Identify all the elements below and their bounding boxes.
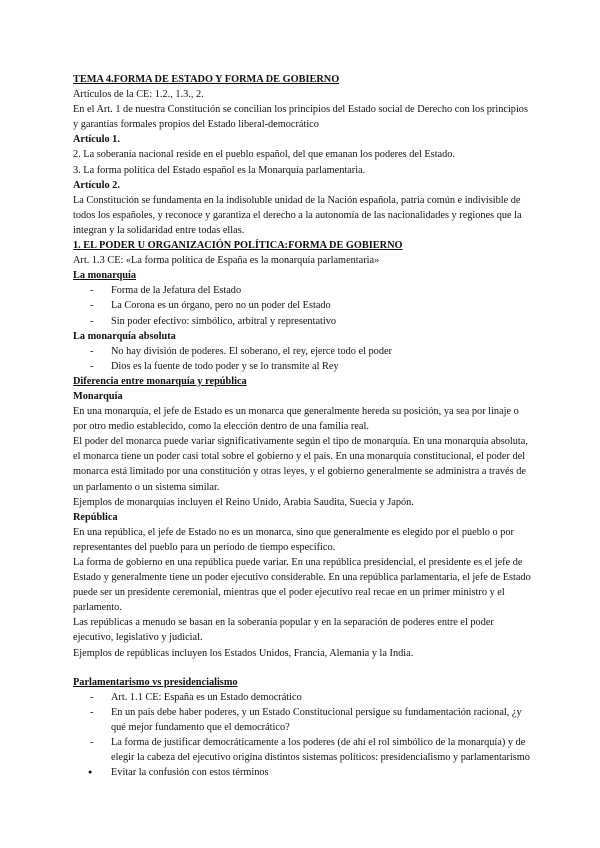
list-item: - La Corona es un órgano, pero no un poder del Estado <box>73 298 533 313</box>
absoluta-heading: La monarquía absoluta <box>73 330 176 342</box>
paragraph: Ejemplos de monarquías incluyen el Reino Unido, Arabia Saudita, Suecia y Japón. <box>73 496 414 508</box>
list-item: - No hay división de poderes. El soberano, el rey, ejerce todo el poder <box>73 344 533 359</box>
diferencia-heading: Diferencia entre monarquía y república <box>73 375 247 387</box>
list-item: - En un país debe haber poderes, y un Estado Constitucional persigue su fundamentación racional, ¿y qué mejor fundamento que el democrático? <box>73 705 533 735</box>
art2-paragraph: La Constitución se fundamenta en la indisoluble unidad de la Nación española, patria común e indivisible de todos los españoles, y reconoce y garantiza el derecho a la autonomía de las nacionalidades y regiones que la integran y la solidaridad entre todas ellas. <box>73 194 522 236</box>
list-item: - La forma de justificar democráticamente a los poderes (de ahí el rol simbólico de la monarquía) y de elegir la cabeza del ejecutivo origina distintos sistemas políticos: presidencialismo y parlamentarismo <box>73 735 533 765</box>
paragraph: Ejemplos de repúblicas incluyen los Estados Unidos, Francia, Alemania y la India. <box>73 647 414 659</box>
intro-paragraph: En el Art. 1 de nuestra Constitución se concilian los principios del Estado social de Derecho con los principios y garantías formales propios del Estado liberal-democrático <box>73 104 528 131</box>
section-heading-1: 1. EL PODER U ORGANIZACIÓN POLÍTICA:FORMA DE GOBIERNO <box>73 240 403 252</box>
art1-heading: Artículo 1. <box>73 134 120 146</box>
monarquia-heading: La monarquía <box>73 270 137 282</box>
paragraph: En una república, el jefe de Estado no es un monarca, sino que generalmente es elegido por el pueblo o por representantes del pueblo para un período de tiempo específico. <box>73 526 514 553</box>
document-page <box>73 72 533 780</box>
republica-subheading: República <box>73 511 118 523</box>
paragraph: El poder del monarca puede variar significativamente según el tipo de monarquía. En una monarquía absoluta, el monarca tiene un poder casi total sobre el gobierno y el país. En una monarquía constitucional, el poder del monarca está limitado por una constitución y otras leyes, y el gobierno generalmente se administra a través de un parlamento o un sistema similar. <box>73 436 528 493</box>
paragraph: Las repúblicas a menudo se basan en la soberanía popular y en la separación de poderes entre el poder ejecutivo, legislativo y judicial. <box>73 617 494 644</box>
list-item: - Sin poder efectivo: simbólico, arbitral y representativo <box>73 314 533 329</box>
list-item: - Forma de la Jefatura del Estado <box>73 283 533 298</box>
art2-heading: Artículo 2. <box>73 179 120 191</box>
art1-paragraph-1: 2. La soberanía nacional reside en el pueblo español, del que emanan los poderes del Estado. <box>73 149 455 161</box>
art1-paragraph-2: 3. La forma política del Estado español es la Monarquía parlamentaria. <box>73 164 366 176</box>
paragraph: La forma de gobierno en una república puede variar. En una república presidencial, el presidente es el jefe de Estado y generalmente tiene un poder ejecutivo considerable. En una república parlamentaria, el jefe de Estado puede ser un presidente ceremonial, mientras que el poder ejecutivo real recae en un primer ministro y el parlamento. <box>73 557 531 614</box>
spacer <box>73 661 533 675</box>
list-item: - Dios es la fuente de todo poder y se lo transmite al Rey <box>73 359 533 374</box>
articulos-line: Artículos de la CE: 1.2., 1.3., 2. <box>73 89 204 101</box>
art13-quote: Art. 1.3 CE: «La forma política de España es la monarquía parlamentaria» <box>73 255 380 267</box>
parlamentarismo-heading: Parlamentarismo vs presidencialismo <box>73 676 238 688</box>
list-item: - Art. 1.1 CE: España es un Estado democrático <box>73 690 533 705</box>
document-title: TEMA 4.FORMA DE ESTADO Y FORMA DE GOBIERNO <box>73 74 340 85</box>
paragraph: En una monarquía, el jefe de Estado es un monarca que generalmente hereda su posición, ya sea por linaje o por otro medio establecido, como la elección dentro de una familia real. <box>73 406 519 433</box>
bullet-item: ● Evitar la confusión con estos términos <box>73 765 533 780</box>
monarquia-subheading: Monarquía <box>73 390 123 402</box>
